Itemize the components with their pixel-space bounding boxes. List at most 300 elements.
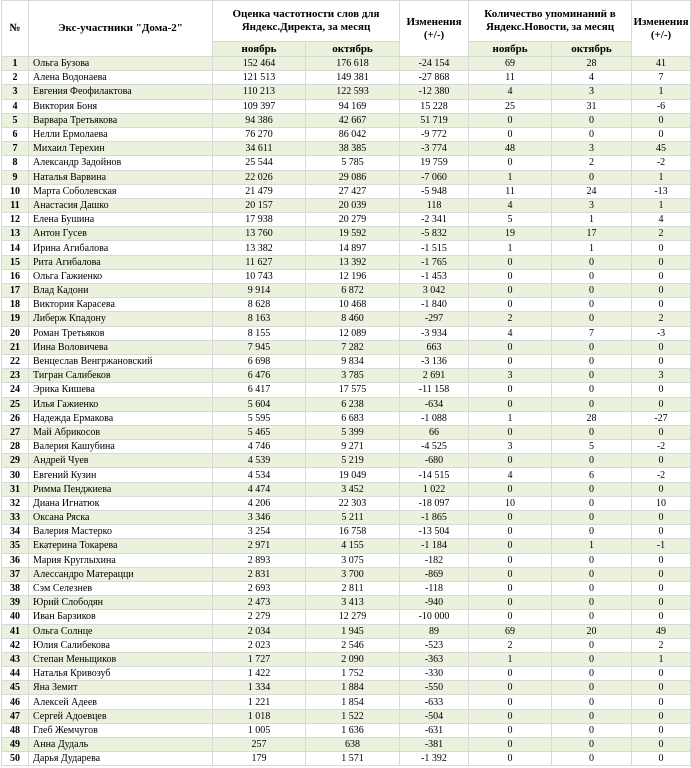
table-row bbox=[2, 440, 691, 454]
mentions-oct: 0 bbox=[552, 681, 632, 695]
freq-change: -7 060 bbox=[400, 170, 469, 184]
row-number: 12 bbox=[2, 213, 29, 227]
table-row bbox=[2, 99, 691, 113]
mentions-oct: 1 bbox=[552, 213, 632, 227]
freq-oct: 8 460 bbox=[306, 312, 400, 326]
row-number: 22 bbox=[2, 354, 29, 368]
freq-nov: 34 611 bbox=[213, 142, 306, 156]
freq-nov: 2 279 bbox=[213, 610, 306, 624]
row-number: 13 bbox=[2, 227, 29, 241]
freq-nov: 5 595 bbox=[213, 411, 306, 425]
mentions-nov: 0 bbox=[469, 454, 552, 468]
mentions-oct: 1 bbox=[552, 241, 632, 255]
table-row bbox=[2, 667, 691, 681]
mentions-oct: 0 bbox=[552, 738, 632, 752]
freq-change: 2 691 bbox=[400, 369, 469, 383]
row-number: 25 bbox=[2, 397, 29, 411]
freq-nov: 8 163 bbox=[213, 312, 306, 326]
mentions-oct: 2 bbox=[552, 156, 632, 170]
mentions-change: 1 bbox=[632, 85, 691, 99]
freq-oct: 1 884 bbox=[306, 681, 400, 695]
row-number: 32 bbox=[2, 496, 29, 510]
table-row bbox=[2, 525, 691, 539]
freq-oct: 5 211 bbox=[306, 511, 400, 525]
table-row bbox=[2, 255, 691, 269]
freq-change: -1 184 bbox=[400, 539, 469, 553]
row-number: 11 bbox=[2, 198, 29, 212]
mentions-change: 0 bbox=[632, 354, 691, 368]
table-row bbox=[2, 752, 691, 766]
mentions-change: -6 bbox=[632, 99, 691, 113]
table-row bbox=[2, 57, 691, 71]
mentions-change: 41 bbox=[632, 57, 691, 71]
mentions-oct: 0 bbox=[552, 596, 632, 610]
freq-change: -680 bbox=[400, 454, 469, 468]
header-freq-change: Изменения (+/-) bbox=[400, 1, 469, 57]
table-row bbox=[2, 638, 691, 652]
mentions-oct: 0 bbox=[552, 496, 632, 510]
freq-nov: 4 746 bbox=[213, 440, 306, 454]
row-number: 41 bbox=[2, 624, 29, 638]
mentions-change: 0 bbox=[632, 340, 691, 354]
mentions-change: 7 bbox=[632, 71, 691, 85]
table-row bbox=[2, 411, 691, 425]
participant-name: Либерж Кпадону bbox=[29, 312, 213, 326]
mentions-oct: 0 bbox=[552, 340, 632, 354]
table-row bbox=[2, 213, 691, 227]
row-number: 1 bbox=[2, 57, 29, 71]
freq-oct: 27 427 bbox=[306, 184, 400, 198]
freq-change: -3 136 bbox=[400, 354, 469, 368]
freq-nov: 4 539 bbox=[213, 454, 306, 468]
freq-change: -504 bbox=[400, 709, 469, 723]
mentions-nov: 3 bbox=[469, 369, 552, 383]
freq-change: 51 719 bbox=[400, 113, 469, 127]
freq-nov: 4 474 bbox=[213, 482, 306, 496]
freq-oct: 38 385 bbox=[306, 142, 400, 156]
mentions-change: 0 bbox=[632, 383, 691, 397]
freq-nov: 5 604 bbox=[213, 397, 306, 411]
freq-nov: 3 346 bbox=[213, 511, 306, 525]
freq-change: -12 380 bbox=[400, 85, 469, 99]
freq-change: -11 158 bbox=[400, 383, 469, 397]
freq-oct: 3 785 bbox=[306, 369, 400, 383]
row-number: 39 bbox=[2, 596, 29, 610]
row-number: 10 bbox=[2, 184, 29, 198]
freq-nov: 110 213 bbox=[213, 85, 306, 99]
row-number: 30 bbox=[2, 468, 29, 482]
header-freq-title: Оценка частотности слов для Яндекс.Директа, за месяц bbox=[213, 1, 400, 42]
table-row bbox=[2, 695, 691, 709]
freq-oct: 3 452 bbox=[306, 482, 400, 496]
freq-change: -5 948 bbox=[400, 184, 469, 198]
participant-name: Андрей Чуев bbox=[29, 454, 213, 468]
participant-name: Римма Пенджиева bbox=[29, 482, 213, 496]
freq-oct: 2 546 bbox=[306, 638, 400, 652]
freq-nov: 2 971 bbox=[213, 539, 306, 553]
mentions-nov: 11 bbox=[469, 184, 552, 198]
mentions-oct: 0 bbox=[552, 553, 632, 567]
freq-nov: 6 698 bbox=[213, 354, 306, 368]
table-row bbox=[2, 71, 691, 85]
header-freq-nov: ноябрь bbox=[213, 42, 306, 57]
mentions-nov: 0 bbox=[469, 596, 552, 610]
freq-change: -1 088 bbox=[400, 411, 469, 425]
mentions-nov: 0 bbox=[469, 709, 552, 723]
mentions-oct: 7 bbox=[552, 326, 632, 340]
mentions-change: 4 bbox=[632, 213, 691, 227]
mentions-oct: 3 bbox=[552, 198, 632, 212]
row-number: 46 bbox=[2, 695, 29, 709]
freq-nov: 8 628 bbox=[213, 298, 306, 312]
freq-oct: 20 039 bbox=[306, 198, 400, 212]
mentions-change: 10 bbox=[632, 496, 691, 510]
freq-nov: 13 382 bbox=[213, 241, 306, 255]
freq-change: -24 154 bbox=[400, 57, 469, 71]
table-row bbox=[2, 127, 691, 141]
freq-change: 663 bbox=[400, 340, 469, 354]
participant-name: Виктория Карасева bbox=[29, 298, 213, 312]
freq-change: -5 832 bbox=[400, 227, 469, 241]
freq-nov: 2 893 bbox=[213, 553, 306, 567]
freq-change: -14 515 bbox=[400, 468, 469, 482]
mentions-oct: 0 bbox=[552, 567, 632, 581]
mentions-oct: 0 bbox=[552, 723, 632, 737]
participant-name: Сэм Селезнев bbox=[29, 581, 213, 595]
mentions-change: -2 bbox=[632, 440, 691, 454]
freq-oct: 176 618 bbox=[306, 57, 400, 71]
freq-nov: 6 476 bbox=[213, 369, 306, 383]
table-row bbox=[2, 142, 691, 156]
freq-change: 89 bbox=[400, 624, 469, 638]
participant-name: Венцеслав Венгржановский bbox=[29, 354, 213, 368]
freq-oct: 9 834 bbox=[306, 354, 400, 368]
freq-oct: 7 282 bbox=[306, 340, 400, 354]
row-number: 5 bbox=[2, 113, 29, 127]
table-row bbox=[2, 581, 691, 595]
mentions-nov: 48 bbox=[469, 142, 552, 156]
participant-name: Евгения Феофилактова bbox=[29, 85, 213, 99]
participant-name: Иван Барзиков bbox=[29, 610, 213, 624]
table-row bbox=[2, 652, 691, 666]
mentions-oct: 0 bbox=[552, 255, 632, 269]
mentions-change: 0 bbox=[632, 723, 691, 737]
mentions-change: -2 bbox=[632, 468, 691, 482]
mentions-oct: 20 bbox=[552, 624, 632, 638]
mentions-change: 1 bbox=[632, 170, 691, 184]
mentions-oct: 0 bbox=[552, 667, 632, 681]
freq-nov: 8 155 bbox=[213, 326, 306, 340]
freq-nov: 17 938 bbox=[213, 213, 306, 227]
mentions-oct: 0 bbox=[552, 511, 632, 525]
mentions-nov: 0 bbox=[469, 610, 552, 624]
mentions-nov: 0 bbox=[469, 425, 552, 439]
participant-name: Глеб Жемчугов bbox=[29, 723, 213, 737]
mentions-change: 2 bbox=[632, 227, 691, 241]
mentions-oct: 0 bbox=[552, 170, 632, 184]
freq-nov: 179 bbox=[213, 752, 306, 766]
row-number: 43 bbox=[2, 652, 29, 666]
table-row bbox=[2, 241, 691, 255]
freq-oct: 6 872 bbox=[306, 284, 400, 298]
ratings-table bbox=[1, 0, 691, 766]
mentions-nov: 4 bbox=[469, 326, 552, 340]
mentions-nov: 0 bbox=[469, 269, 552, 283]
row-number: 38 bbox=[2, 581, 29, 595]
mentions-change: 0 bbox=[632, 567, 691, 581]
freq-oct: 14 897 bbox=[306, 241, 400, 255]
mentions-change: 3 bbox=[632, 369, 691, 383]
mentions-nov: 0 bbox=[469, 127, 552, 141]
table-row bbox=[2, 156, 691, 170]
mentions-change: 0 bbox=[632, 525, 691, 539]
mentions-nov: 0 bbox=[469, 156, 552, 170]
mentions-nov: 0 bbox=[469, 482, 552, 496]
table-row bbox=[2, 511, 691, 525]
mentions-nov: 4 bbox=[469, 468, 552, 482]
row-number: 19 bbox=[2, 312, 29, 326]
mentions-oct: 0 bbox=[552, 113, 632, 127]
freq-oct: 2 090 bbox=[306, 652, 400, 666]
row-number: 4 bbox=[2, 99, 29, 113]
participant-name: Анастасия Дашко bbox=[29, 198, 213, 212]
freq-change: 1 022 bbox=[400, 482, 469, 496]
participant-name: Александр Задойнов bbox=[29, 156, 213, 170]
table-row bbox=[2, 454, 691, 468]
table-row bbox=[2, 284, 691, 298]
row-number: 44 bbox=[2, 667, 29, 681]
freq-nov: 5 465 bbox=[213, 425, 306, 439]
freq-change: -631 bbox=[400, 723, 469, 737]
freq-oct: 1 636 bbox=[306, 723, 400, 737]
mentions-oct: 0 bbox=[552, 581, 632, 595]
row-number: 21 bbox=[2, 340, 29, 354]
table-row bbox=[2, 496, 691, 510]
mentions-nov: 5 bbox=[469, 213, 552, 227]
freq-nov: 2 023 bbox=[213, 638, 306, 652]
participant-name: Юрий Слободян bbox=[29, 596, 213, 610]
mentions-change: 0 bbox=[632, 667, 691, 681]
freq-nov: 152 464 bbox=[213, 57, 306, 71]
mentions-oct: 0 bbox=[552, 525, 632, 539]
row-number: 48 bbox=[2, 723, 29, 737]
freq-change: -869 bbox=[400, 567, 469, 581]
mentions-change: 0 bbox=[632, 425, 691, 439]
participant-name: Сергей Адоевцев bbox=[29, 709, 213, 723]
freq-nov: 1 422 bbox=[213, 667, 306, 681]
participant-name: Роман Третьяков bbox=[29, 326, 213, 340]
freq-oct: 12 089 bbox=[306, 326, 400, 340]
freq-oct: 6 238 bbox=[306, 397, 400, 411]
freq-nov: 2 034 bbox=[213, 624, 306, 638]
header-name: Экс-участники "Дома-2" bbox=[29, 1, 213, 57]
row-number: 40 bbox=[2, 610, 29, 624]
freq-oct: 42 667 bbox=[306, 113, 400, 127]
table-row bbox=[2, 312, 691, 326]
row-number: 47 bbox=[2, 709, 29, 723]
participant-name: Валерия Мастерко bbox=[29, 525, 213, 539]
row-number: 35 bbox=[2, 539, 29, 553]
freq-oct: 20 279 bbox=[306, 213, 400, 227]
table-row bbox=[2, 340, 691, 354]
mentions-nov: 0 bbox=[469, 397, 552, 411]
participant-name: Наталья Кривозуб bbox=[29, 667, 213, 681]
participant-name: Ольга Солнце bbox=[29, 624, 213, 638]
participant-name: Анна Дудаль bbox=[29, 738, 213, 752]
mentions-oct: 0 bbox=[552, 284, 632, 298]
mentions-nov: 69 bbox=[469, 57, 552, 71]
mentions-change: -2 bbox=[632, 156, 691, 170]
mentions-oct: 5 bbox=[552, 440, 632, 454]
mentions-oct: 6 bbox=[552, 468, 632, 482]
mentions-nov: 0 bbox=[469, 525, 552, 539]
mentions-change: 0 bbox=[632, 113, 691, 127]
mentions-change: 0 bbox=[632, 284, 691, 298]
participant-name: Алена Водонаева bbox=[29, 71, 213, 85]
mentions-change: 0 bbox=[632, 681, 691, 695]
freq-nov: 9 914 bbox=[213, 284, 306, 298]
freq-change: -363 bbox=[400, 652, 469, 666]
table-row bbox=[2, 468, 691, 482]
table-row bbox=[2, 539, 691, 553]
freq-oct: 12 196 bbox=[306, 269, 400, 283]
participant-name: Степан Меньщиков bbox=[29, 652, 213, 666]
freq-change: -9 772 bbox=[400, 127, 469, 141]
freq-oct: 10 468 bbox=[306, 298, 400, 312]
mentions-oct: 0 bbox=[552, 610, 632, 624]
row-number: 8 bbox=[2, 156, 29, 170]
mentions-oct: 0 bbox=[552, 454, 632, 468]
mentions-nov: 2 bbox=[469, 312, 552, 326]
mentions-change: -27 bbox=[632, 411, 691, 425]
freq-oct: 4 155 bbox=[306, 539, 400, 553]
mentions-oct: 0 bbox=[552, 127, 632, 141]
table-row bbox=[2, 624, 691, 638]
freq-change: 3 042 bbox=[400, 284, 469, 298]
row-number: 27 bbox=[2, 425, 29, 439]
mentions-oct: 3 bbox=[552, 85, 632, 99]
table-row bbox=[2, 567, 691, 581]
mentions-oct: 24 bbox=[552, 184, 632, 198]
freq-nov: 76 270 bbox=[213, 127, 306, 141]
freq-change: -330 bbox=[400, 667, 469, 681]
table-row bbox=[2, 113, 691, 127]
freq-change: 15 228 bbox=[400, 99, 469, 113]
mentions-change: 1 bbox=[632, 198, 691, 212]
mentions-oct: 3 bbox=[552, 142, 632, 156]
row-number: 23 bbox=[2, 369, 29, 383]
table-row bbox=[2, 709, 691, 723]
table-row bbox=[2, 553, 691, 567]
freq-nov: 2 831 bbox=[213, 567, 306, 581]
participant-name: Ирина Агибалова bbox=[29, 241, 213, 255]
participant-name: Виктория Боня bbox=[29, 99, 213, 113]
mentions-oct: 0 bbox=[552, 752, 632, 766]
mentions-oct: 0 bbox=[552, 482, 632, 496]
participant-name: Надежда Ермакова bbox=[29, 411, 213, 425]
table-row bbox=[2, 369, 691, 383]
table-row bbox=[2, 198, 691, 212]
freq-nov: 13 760 bbox=[213, 227, 306, 241]
freq-nov: 20 157 bbox=[213, 198, 306, 212]
mentions-change: 0 bbox=[632, 269, 691, 283]
freq-change: -381 bbox=[400, 738, 469, 752]
participant-name: Май Абрикосов bbox=[29, 425, 213, 439]
table-row bbox=[2, 85, 691, 99]
mentions-change: 0 bbox=[632, 553, 691, 567]
mentions-oct: 0 bbox=[552, 298, 632, 312]
freq-change: -1 515 bbox=[400, 241, 469, 255]
participant-name: Рита Агибалова bbox=[29, 255, 213, 269]
mentions-nov: 0 bbox=[469, 383, 552, 397]
participant-name: Эрика Кишева bbox=[29, 383, 213, 397]
participant-name: Мария Круглыхина bbox=[29, 553, 213, 567]
freq-oct: 22 303 bbox=[306, 496, 400, 510]
row-number: 50 bbox=[2, 752, 29, 766]
freq-oct: 19 592 bbox=[306, 227, 400, 241]
row-number: 34 bbox=[2, 525, 29, 539]
table-row bbox=[2, 298, 691, 312]
participant-name: Михаил Терехин bbox=[29, 142, 213, 156]
mentions-oct: 31 bbox=[552, 99, 632, 113]
freq-oct: 1 522 bbox=[306, 709, 400, 723]
freq-nov: 25 544 bbox=[213, 156, 306, 170]
table-row bbox=[2, 482, 691, 496]
freq-nov: 7 945 bbox=[213, 340, 306, 354]
row-number: 33 bbox=[2, 511, 29, 525]
mentions-change: 0 bbox=[632, 738, 691, 752]
mentions-change: 2 bbox=[632, 312, 691, 326]
participant-name: Екатерина Токарева bbox=[29, 539, 213, 553]
participant-name: Дарья Дударева bbox=[29, 752, 213, 766]
mentions-oct: 0 bbox=[552, 425, 632, 439]
freq-nov: 4 206 bbox=[213, 496, 306, 510]
mentions-change: 49 bbox=[632, 624, 691, 638]
participant-name: Диана Игнатюк bbox=[29, 496, 213, 510]
mentions-nov: 1 bbox=[469, 411, 552, 425]
mentions-change: 0 bbox=[632, 695, 691, 709]
mentions-nov: 1 bbox=[469, 170, 552, 184]
table-row bbox=[2, 596, 691, 610]
table-row bbox=[2, 184, 691, 198]
row-number: 17 bbox=[2, 284, 29, 298]
freq-oct: 5 219 bbox=[306, 454, 400, 468]
freq-oct: 149 381 bbox=[306, 71, 400, 85]
freq-change: -3 774 bbox=[400, 142, 469, 156]
mentions-nov: 0 bbox=[469, 255, 552, 269]
participant-name: Наталья Варвина bbox=[29, 170, 213, 184]
row-number: 26 bbox=[2, 411, 29, 425]
table-row bbox=[2, 269, 691, 283]
mentions-nov: 0 bbox=[469, 681, 552, 695]
mentions-nov: 0 bbox=[469, 695, 552, 709]
mentions-nov: 0 bbox=[469, 581, 552, 595]
table-body bbox=[2, 57, 691, 766]
mentions-change: 0 bbox=[632, 127, 691, 141]
freq-oct: 1 945 bbox=[306, 624, 400, 638]
mentions-nov: 0 bbox=[469, 340, 552, 354]
participant-name: Ольга Бузова bbox=[29, 57, 213, 71]
freq-oct: 1 571 bbox=[306, 752, 400, 766]
mentions-nov: 1 bbox=[469, 241, 552, 255]
mentions-oct: 0 bbox=[552, 369, 632, 383]
table-row bbox=[2, 383, 691, 397]
row-number: 20 bbox=[2, 326, 29, 340]
freq-oct: 17 575 bbox=[306, 383, 400, 397]
freq-nov: 121 513 bbox=[213, 71, 306, 85]
row-number: 14 bbox=[2, 241, 29, 255]
row-number: 3 bbox=[2, 85, 29, 99]
